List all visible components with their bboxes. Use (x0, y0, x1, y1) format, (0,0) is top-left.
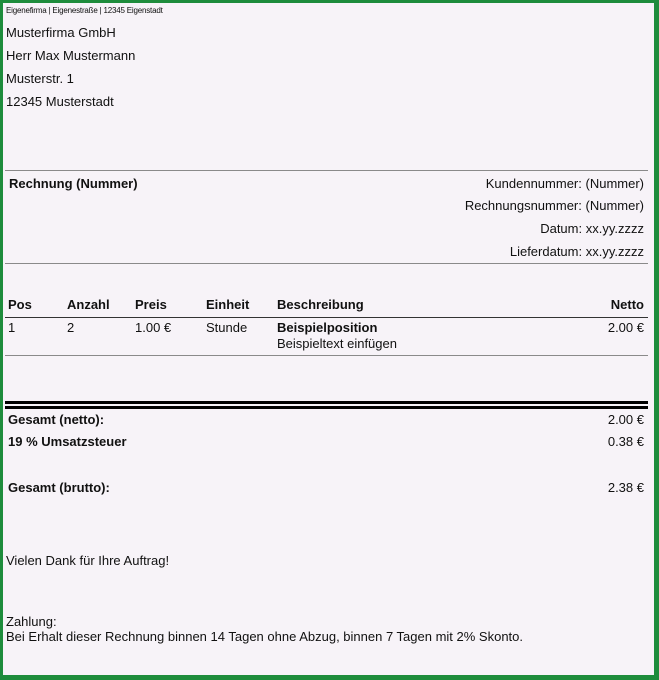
meta-delivery-date (510, 244, 644, 259)
tax-label: 19 % Umsatzsteuer (8, 434, 127, 449)
meta-value: (Nummer) (585, 176, 644, 191)
tax-value: 0.38 € (607, 434, 644, 449)
col-header-pos: Pos (8, 297, 32, 312)
row-item-title: Beispielposition (277, 320, 378, 335)
col-header-beschreibung: Beschreibung (277, 297, 364, 312)
col-header-einheit: Einheit (206, 297, 250, 312)
meta-value: (Nummer) (585, 198, 644, 213)
meta-label: Kundennummer: (485, 176, 582, 191)
meta-invoice-number (465, 198, 644, 213)
row-anzahl: 2 (67, 320, 75, 335)
meta-label: Rechnungsnummer: (464, 198, 582, 213)
table-header-divider (5, 317, 648, 318)
totals-divider-bottom (5, 406, 648, 409)
divider (5, 170, 648, 171)
recipient-city: 12345 Musterstadt (6, 94, 114, 109)
row-netto: 2.00 € (607, 320, 644, 335)
total-brutto-value: 2.38 € (607, 480, 644, 495)
meta-customer-number (486, 176, 644, 191)
col-header-netto: Netto (610, 297, 644, 312)
sender-line: Eigenefirma | Eigenestraße | 12345 Eigenstadt (6, 6, 163, 15)
meta-date (540, 221, 644, 236)
recipient-person: Herr Max Mustermann (6, 48, 136, 63)
col-header-preis: Preis (135, 297, 167, 312)
thanks-text: Vielen Dank für Ihre Auftrag! (6, 553, 170, 568)
invoice-title: Rechnung (Nummer) (9, 176, 138, 191)
payment-label: Zahlung: (6, 614, 57, 629)
totals-divider-top (5, 401, 648, 404)
total-netto-label: Gesamt (netto): (8, 412, 105, 427)
total-brutto-label: Gesamt (brutto): (8, 480, 110, 495)
meta-value: xx.yy.zzzz (585, 221, 644, 236)
meta-value: xx.yy.zzzz (585, 244, 644, 259)
total-netto-value: 2.00 € (607, 412, 644, 427)
row-item-text: Beispieltext einfügen (277, 336, 397, 351)
invoice-page (3, 3, 654, 675)
recipient-company: Musterfirma GmbH (6, 25, 116, 40)
meta-label: Lieferdatum: (509, 244, 583, 259)
row-pos: 1 (8, 320, 16, 335)
col-header-anzahl: Anzahl (67, 297, 110, 312)
divider (5, 355, 648, 356)
meta-label: Datum: (540, 221, 583, 236)
row-einheit: Stunde (206, 320, 248, 335)
divider (5, 263, 648, 264)
row-preis: 1.00 € (135, 320, 172, 335)
recipient-street: Musterstr. 1 (6, 71, 74, 86)
payment-terms: Bei Erhalt dieser Rechnung binnen 14 Tagen ohne Abzug, binnen 7 Tagen mit 2% Skonto. (6, 629, 524, 644)
